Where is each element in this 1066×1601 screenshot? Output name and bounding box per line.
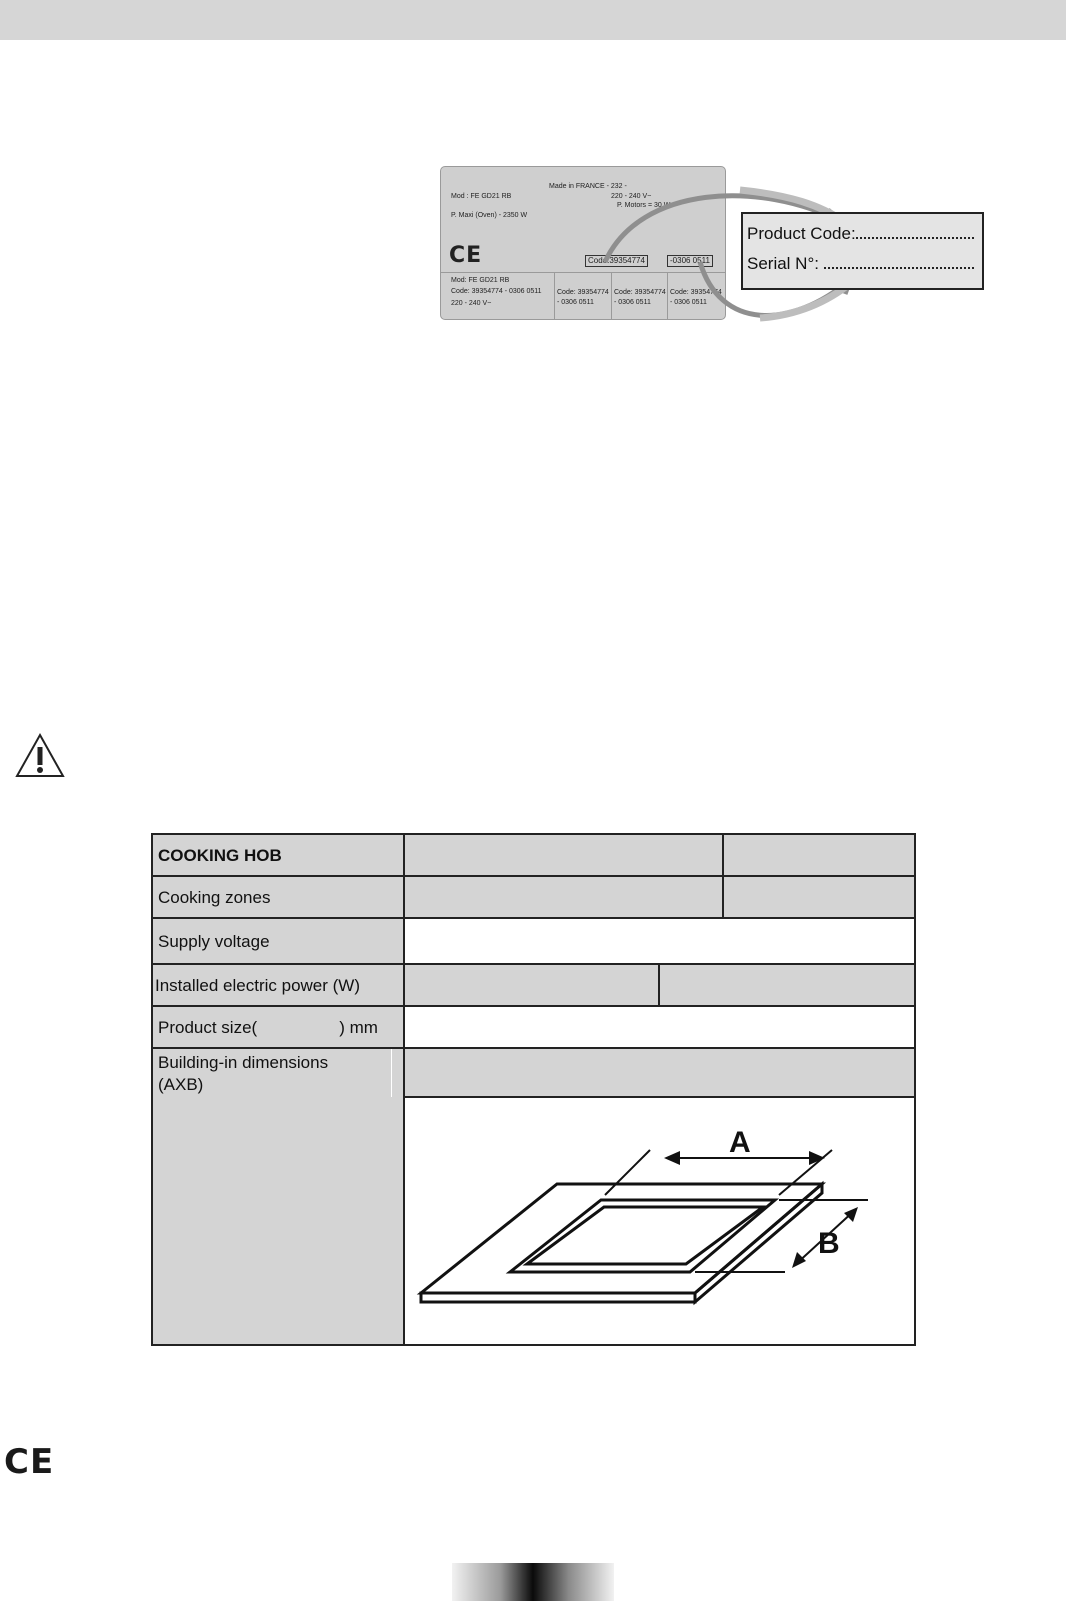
ce-mark-icon: CE [449, 243, 483, 268]
cutout-outer [510, 1200, 775, 1272]
plate-code-box: Code:39354774 [585, 255, 648, 267]
cutout-inner [527, 1207, 763, 1264]
plate-max-power: P. Maxi (Oven) - 2350 W [451, 212, 528, 219]
dimension-a-label: A [729, 1126, 751, 1159]
plate-stub-code: Code: 39354774 [614, 289, 666, 296]
page-number-tab [452, 1563, 614, 1601]
plate-lower-voltage: 220 - 240 V~ [451, 300, 492, 307]
building-in-label-line2: (AXB) [158, 1075, 204, 1094]
plate-stub-code: Code: 39354774 [670, 289, 722, 296]
dimension-b-label: B [818, 1227, 840, 1260]
dimension-guide [605, 1150, 650, 1195]
plate-made-in: Made in FRANCE - 232 - [549, 183, 627, 190]
arrowhead-icon [664, 1151, 680, 1165]
plate-stub-serial: - 0306 0511 [614, 299, 651, 306]
product-size-prefix: Product size( [158, 1018, 258, 1037]
product-size-suffix: ) mm [339, 1018, 378, 1037]
product-code-label: Product Code: [747, 224, 856, 243]
supply-voltage-label: Supply voltage [158, 932, 270, 951]
plate-lower-code: Code: 39354774 - 0306 0511 [451, 288, 542, 295]
plate-motors: P. Motors = 30 W [617, 202, 671, 209]
building-in-label-line1: Building-in dimensions [158, 1053, 329, 1072]
dimension-guide [779, 1150, 832, 1195]
arrowhead-icon [844, 1207, 858, 1222]
cooking-hob-label: COOKING HOB [158, 846, 282, 865]
installed-power-label: Installed electric power (W) [155, 976, 361, 995]
ce-mark-icon: CE [4, 1442, 55, 1482]
plate-model: Mod : FE GD21 RB [451, 193, 512, 200]
arrowhead-icon [792, 1252, 806, 1268]
plate-stub-serial: - 0306 0511 [670, 299, 707, 306]
cooking-zones-label: Cooking zones [158, 888, 271, 907]
plate-lower-model: Mod: FE GD21 RB [451, 277, 510, 284]
plate-stub-code: Code: 39354774 [557, 289, 609, 296]
serial-number-label: Serial N°: [747, 254, 819, 273]
plate-serial-box: -0306 0511 [667, 255, 713, 267]
plate-stub-serial: - 0306 0511 [557, 299, 594, 306]
plate-voltage: 220 - 240 V~ [611, 193, 652, 200]
countertop-front [421, 1293, 695, 1302]
